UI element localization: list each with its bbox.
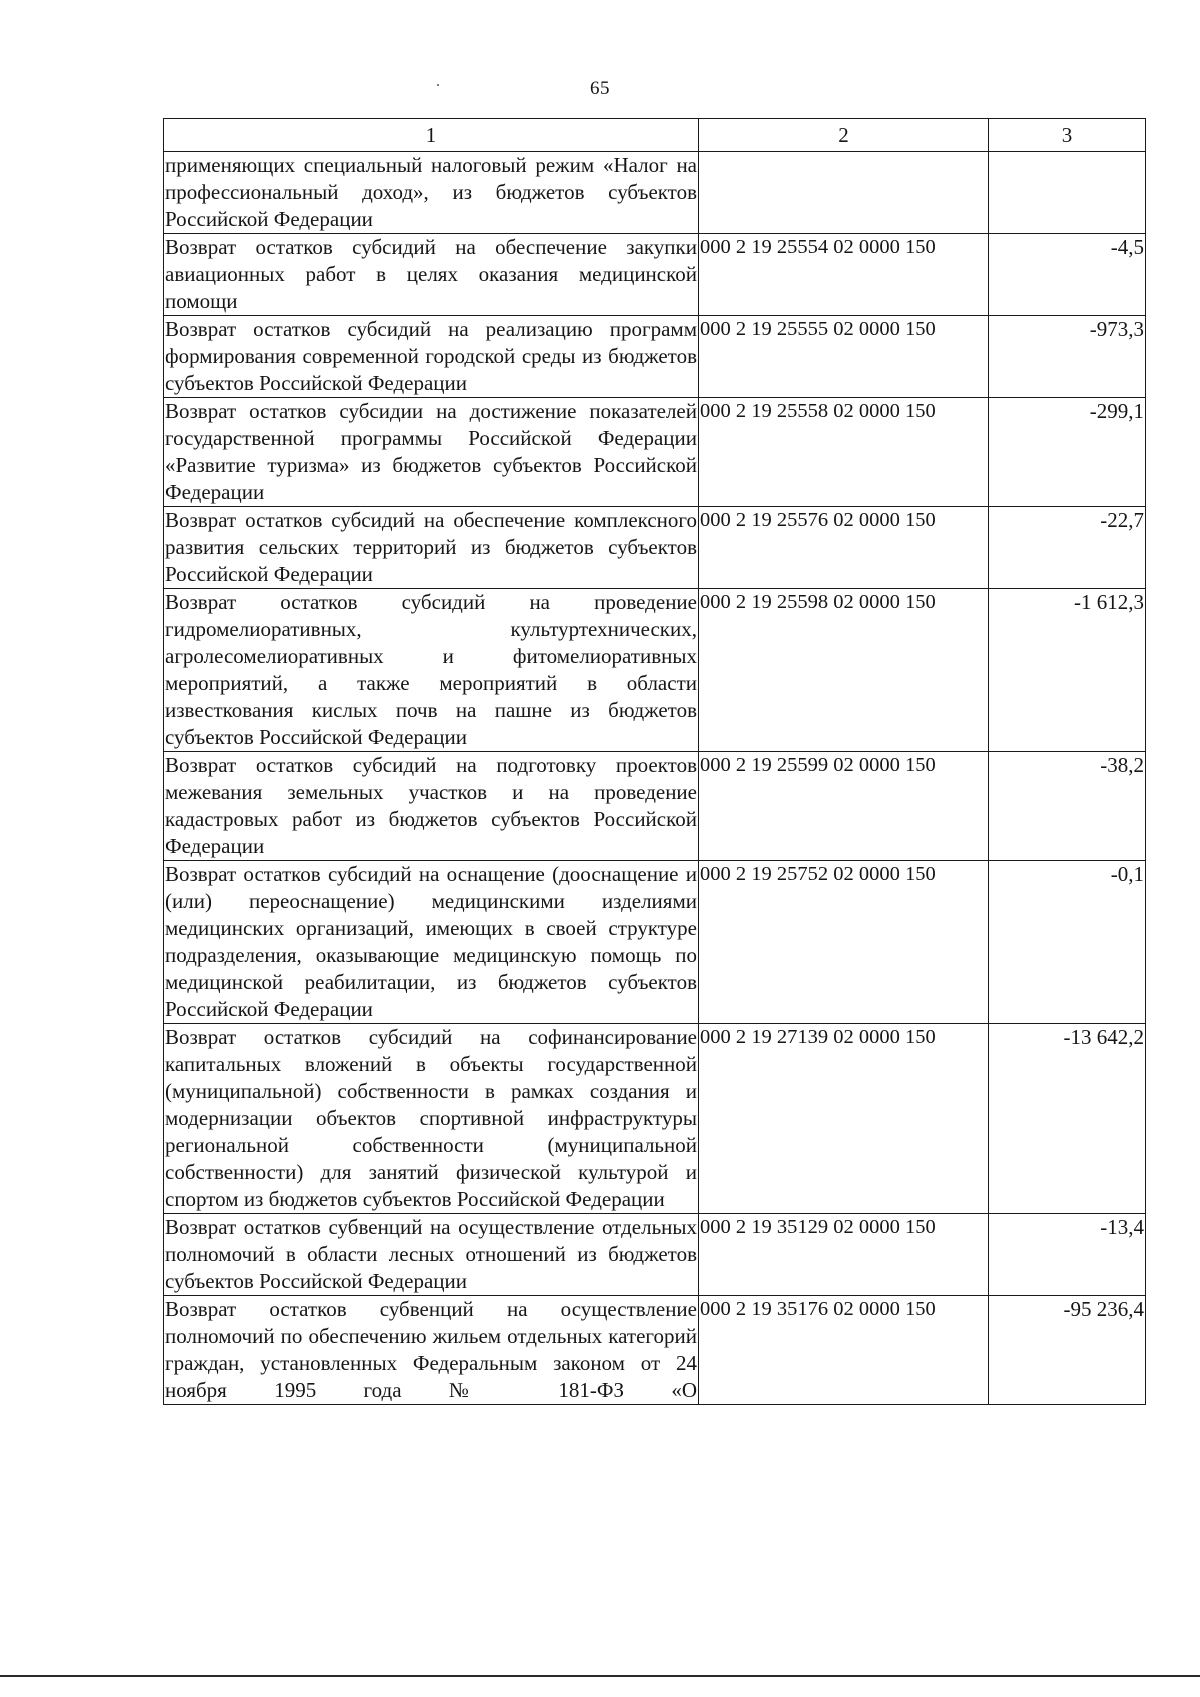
scan-artifact-dot <box>437 84 439 86</box>
row-value: -0,1 <box>989 861 1146 1024</box>
row-name: Возврат остатков субсидий на подготовку проектов межевания земельных участков и на проведение кадастровых работ из бюджетов субъектов Российской Федерации <box>164 752 699 861</box>
row-name: применяющих специальный налоговый режим «Налог на профессиональный доход», из бюджетов субъектов Российской Федерации <box>164 152 699 234</box>
row-name: Возврат остатков субсидий на оснащение (дооснащение и (или) переоснащение) медицинскими изделиями медицинских организаций, имеющих в своей структуре подразделения, оказывающие медицинскую помощь по медицинской реабилитации, из бюджетов субъектов Российской Федерации <box>164 861 699 1024</box>
budget-table <box>163 118 1146 1405</box>
row-value <box>989 152 1146 234</box>
column-header-value: 3 <box>989 119 1146 152</box>
row-value: -95 236,4 <box>989 1296 1146 1405</box>
row-name: Возврат остатков субвенций на осуществление отдельных полномочий в области лесных отношений из бюджетов субъектов Российской Федерации <box>164 1214 699 1296</box>
row-code: 000 2 19 25598 02 0000 150 <box>699 589 989 752</box>
row-name: Возврат остатков субсидий на реализацию программ формирования современной городской среды из бюджетов субъектов Российской Федерации <box>164 316 699 398</box>
row-value: -1 612,3 <box>989 589 1146 752</box>
row-code: 000 2 19 25576 02 0000 150 <box>699 507 989 589</box>
row-value: -38,2 <box>989 752 1146 861</box>
row-name: Возврат остатков субсидии на достижение показателей государственной программы Российской Федерации «Развитие туризма» из бюджетов субъектов Российской Федерации <box>164 398 699 507</box>
table-row <box>164 589 1146 752</box>
row-name: Возврат остатков субвенций на осуществление полномочий по обеспечению жильем отдельных категорий граждан, установленных Федеральным законом от 24 ноября 1995 года № 181-ФЗ «О <box>164 1296 699 1405</box>
table-row <box>164 234 1146 316</box>
column-header-code: 2 <box>699 119 989 152</box>
column-header-name: 1 <box>164 119 699 152</box>
table-row <box>164 1296 1146 1405</box>
table-row <box>164 861 1146 1024</box>
table-row <box>164 316 1146 398</box>
row-name: Возврат остатков субсидий на обеспечение комплексного развития сельских территорий из бюджетов субъектов Российской Федерации <box>164 507 699 589</box>
row-value: -13,4 <box>989 1214 1146 1296</box>
table-row <box>164 752 1146 861</box>
row-name: Возврат остатков субсидий на обеспечение закупки авиационных работ в целях оказания медицинской помощи <box>164 234 699 316</box>
row-code: 000 2 19 25558 02 0000 150 <box>699 398 989 507</box>
table-row <box>164 1024 1146 1214</box>
row-code: 000 2 19 35176 02 0000 150 <box>699 1296 989 1405</box>
page-number: 65 <box>590 78 610 99</box>
row-code: 000 2 19 25554 02 0000 150 <box>699 234 989 316</box>
row-value: -22,7 <box>989 507 1146 589</box>
table-row <box>164 507 1146 589</box>
row-code <box>699 152 989 234</box>
scan-bottom-edge-line <box>0 1675 1200 1677</box>
table-row <box>164 398 1146 507</box>
row-name: Возврат остатков субсидий на софинансирование капитальных вложений в объекты государственной (муниципальной) собственности в рамках создания и модернизации объектов спортивной инфраструктуры региональной собственности (муниципальной собственности) для занятий физической культурой и спортом из бюджетов субъектов Российской Федерации <box>164 1024 699 1214</box>
row-code: 000 2 19 25752 02 0000 150 <box>699 861 989 1024</box>
row-code: 000 2 19 27139 02 0000 150 <box>699 1024 989 1214</box>
row-value: -4,5 <box>989 234 1146 316</box>
table-row <box>164 152 1146 234</box>
row-code: 000 2 19 25555 02 0000 150 <box>699 316 989 398</box>
table-header-row <box>164 119 1146 152</box>
row-value: -299,1 <box>989 398 1146 507</box>
row-code: 000 2 19 25599 02 0000 150 <box>699 752 989 861</box>
table-row <box>164 1214 1146 1296</box>
row-value: -13 642,2 <box>989 1024 1146 1214</box>
row-code: 000 2 19 35129 02 0000 150 <box>699 1214 989 1296</box>
row-value: -973,3 <box>989 316 1146 398</box>
row-name: Возврат остатков субсидий на проведение гидромелиоративных, культуртехнических, агролесомелиоративных и фитомелиоративных мероприятий, а также мероприятий в области известкования кислых почв на пашне из бюджетов субъектов Российской Федерации <box>164 589 699 752</box>
